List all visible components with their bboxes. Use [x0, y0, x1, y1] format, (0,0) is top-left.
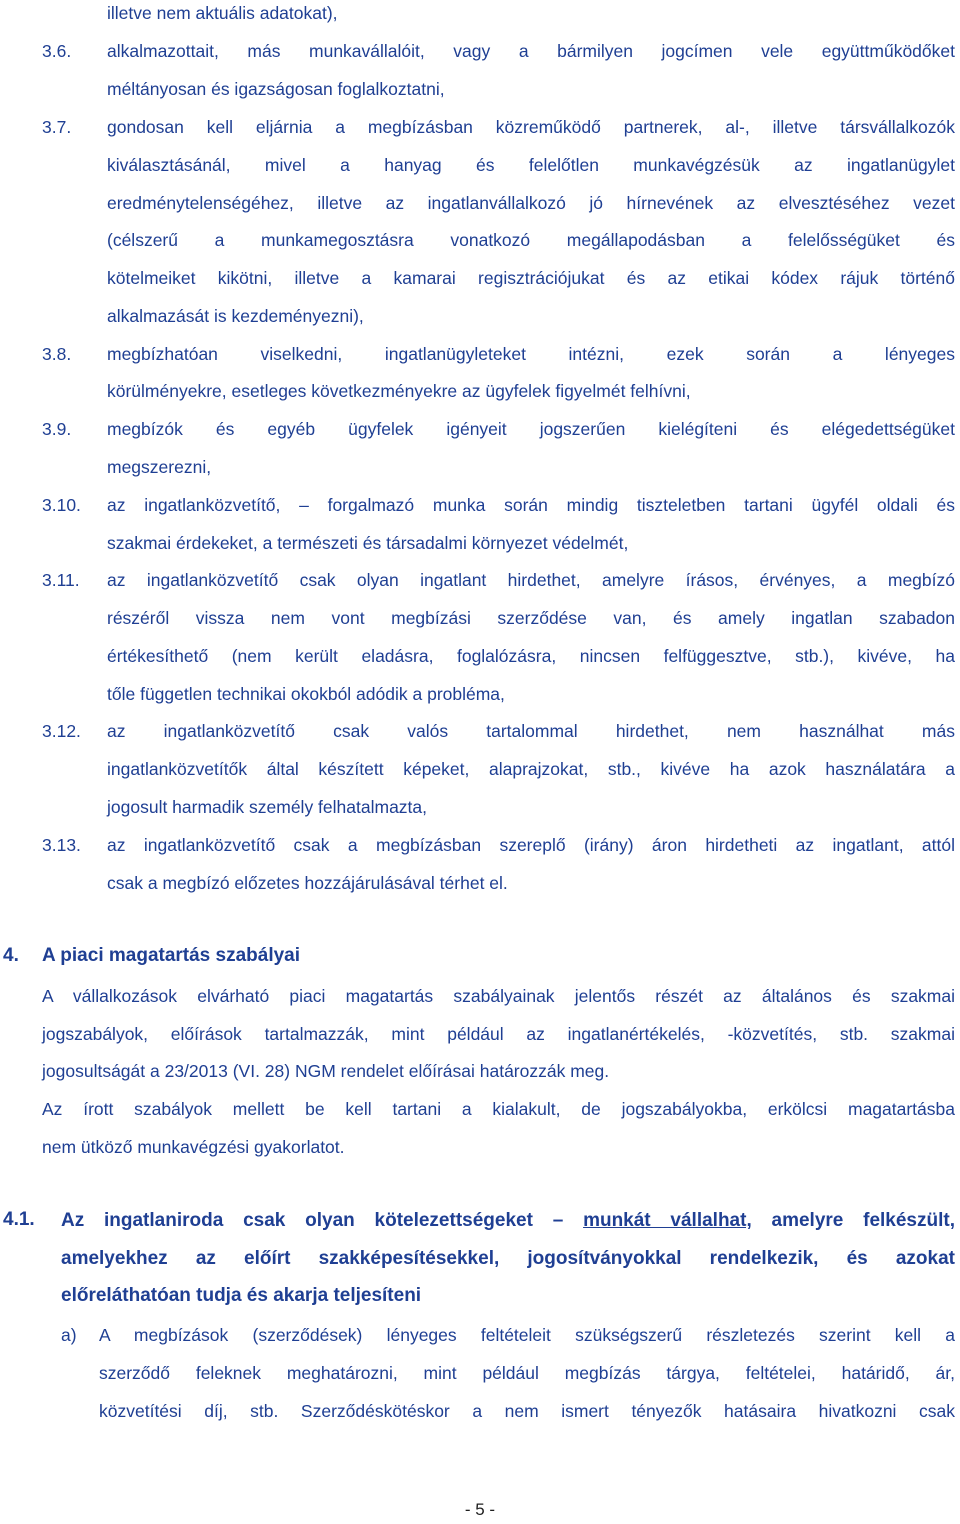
section-heading: A piaci magatartás szabályai — [42, 945, 301, 966]
item-number: 3.8. — [42, 344, 72, 364]
paragraph-line: A vállalkozások elvárható piaci magatartás szabályainak jelentős részét az általános és szakmai — [42, 986, 955, 1006]
subsection-heading-line: előreláthatóan tudja és akarja teljesíteni — [61, 1285, 422, 1306]
paragraph-line: Az írott szabályok mellett be kell tartani a kialakult, de jogszabályokba, erkölcsi magatartásba — [42, 1099, 955, 1119]
item-number: 3.11. — [42, 570, 80, 590]
subsection-heading-line: amelyekhez az előírt szakképesítésekkel, jogosítványokkal rendelkezik, és azokat — [61, 1248, 955, 1269]
item-text: körülményekre, esetleges következményekre az ügyfelek figyelmét felhívni, — [107, 381, 691, 401]
item-text: alkalmazottait, más munkavállalóit, vagy a bármilyen jogcímen vele együttműködőket — [107, 41, 955, 61]
item-text: szakmai érdekeket, a természeti és társadalmi környezet védelmét, — [107, 533, 629, 553]
item-text: (célszerű a munkamegosztásra vonatkozó megállapodásban a felelősségüket és — [107, 230, 955, 250]
item-number: 3.7. — [42, 117, 72, 137]
item-text: csak a megbízó előzetes hozzájárulásával térhet el. — [107, 873, 508, 893]
item-text: eredménytelenségéhez, illetve az ingatlanvállalkozó jó hírnevének az elvesztéséhez vezet — [107, 193, 955, 213]
item-text: megszerezni, — [107, 457, 212, 477]
item-text: részéről vissza nem vont megbízási szerződése van, és amely ingatlan szabadon — [107, 608, 955, 628]
heading-underlined-part: munkát vállalhat, — [583, 1210, 752, 1231]
item-text: kötelmeiket kikötni, illetve a kamarai regisztrációjukat és az etikai kódex rájuk történő — [107, 268, 955, 288]
item-text: kiválasztásánál, mivel a hanyag és felelőtlen munkavégzésük az ingatlanügylet — [107, 155, 955, 175]
list-marker: a) — [61, 1325, 77, 1345]
item-number: 3.13. — [42, 835, 81, 855]
heading-part: amelyre felkészült, — [751, 1210, 955, 1231]
heading-part: Az ingatlaniroda csak olyan kötelezettségeket – — [61, 1210, 584, 1231]
section-number: 4. — [3, 945, 19, 966]
paragraph-line: nem ütköző munkavégzési gyakorlatot. — [42, 1137, 345, 1157]
item-text: alkalmazását is kezdeményezni), — [107, 306, 364, 326]
item-text: értékesíthető (nem került eladásra, foglalózásra, nincsen felfüggesztve, stb.), kivéve, ha — [107, 646, 955, 666]
item-text: megbízók és egyéb ügyfelek igényeit jogszerűen kielégíteni és elégedettségüket — [107, 419, 955, 439]
list-continuation: illetve nem aktuális adatokat), — [107, 3, 338, 23]
item-text: jogosult harmadik személy felhatalmazta, — [107, 797, 428, 817]
item-number: 3.12. — [42, 721, 81, 741]
item-text: méltányosan és igazságosan foglalkoztatni, — [107, 79, 445, 99]
list-item-text: közvetítési díj, stb. Szerződéskötéskor a nem ismert tényezők hatásaira hivatkozni csak — [99, 1401, 955, 1421]
item-number: 3.10. — [42, 495, 81, 515]
paragraph-line: jogszabályok, előírások tartalmazzák, mint például az ingatlanértékelés, -közvetítés, stb. szakmai — [42, 1024, 955, 1044]
subsection-number: 4.1. — [3, 1209, 35, 1230]
item-text: gondosan kell eljárnia a megbízásban közreműködő partnerek, al-, illetve társvállalkozók — [107, 117, 955, 137]
item-text: az ingatlanközvetítő, – forgalmazó munka során mindig tiszteletben tartani ügyfél oldali és — [107, 495, 955, 515]
item-text: megbízhatóan viselkedni, ingatlanügyleteket intézni, ezek során a lényeges — [107, 344, 955, 364]
list-item-text: A megbízások (szerződések) lényeges feltételeit szükségszerű részletezés szerint kell a — [99, 1325, 955, 1345]
item-text: az ingatlanközvetítő csak a megbízásban szereplő (irány) áron hirdetheti az ingatlant, attól — [107, 835, 955, 855]
item-text: tőle független technikai okokból adódik a probléma, — [107, 684, 505, 704]
item-number: 3.9. — [42, 419, 72, 439]
subsection-heading-line — [61, 1209, 955, 1233]
list-item-text: szerződő feleknek meghatározni, mint például megbízás tárgya, feltételei, határidő, ár, — [99, 1363, 955, 1383]
paragraph-line: jogosultságát a 23/2013 (VI. 28) NGM rendelet előírásai határozzák meg. — [42, 1061, 610, 1081]
item-text: az ingatlanközvetítő csak olyan ingatlant hirdethet, amelyre írásos, érvényes, a megbízó — [107, 570, 955, 590]
page-number: - 5 - — [464, 1500, 496, 1519]
item-text: az ingatlanközvetítő csak valós tartalommal hirdethet, nem használhat más — [107, 721, 955, 741]
item-number: 3.6. — [42, 41, 72, 61]
item-text: ingatlanközvetítők által készített képeket, alaprajzokat, stb., kivéve ha azok használatára a — [107, 759, 955, 779]
